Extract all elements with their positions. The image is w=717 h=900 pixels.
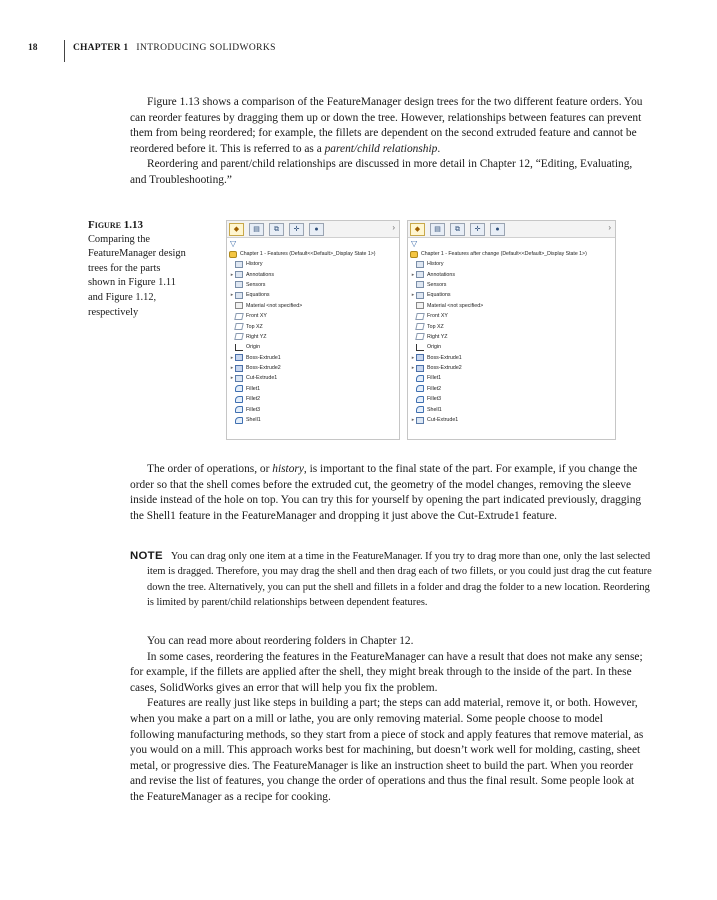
boss-extrude-icon [416,354,424,361]
tree-item-label: Origin [246,344,261,351]
tree-item-label: Origin [427,344,442,351]
chevron-right-icon[interactable]: › [392,223,395,232]
intro-paragraph-2: Reordering and parent/child relationships are discussed in more detail in Chapter 12, “Editing, Evaluating, and Troubleshooting.” [130,158,633,186]
tree-item-label: Front XY [246,313,267,320]
tree-item[interactable] [227,332,399,342]
boss-extrude-icon [416,365,424,372]
tree-item[interactable] [408,342,615,352]
tree-item[interactable] [227,311,399,321]
feature-manager-tab-icon[interactable]: ◆ [229,223,244,236]
note-paragraph [130,549,653,611]
plane-icon [415,313,424,320]
tree-item-label: Fillet3 [427,396,442,403]
tree-item-label: Annotations [246,271,274,278]
equations-icon [235,292,243,299]
tree-root-right[interactable] [408,249,615,259]
boss-extrude-icon [235,354,243,361]
figure-caption [88,218,188,320]
tree-item-label: Fillet3 [246,406,261,413]
equations-icon [416,292,424,299]
history-section [130,462,650,524]
tree-item[interactable] [408,373,615,383]
filter-icon[interactable]: ▽ [411,239,418,248]
fillet-icon [416,396,424,403]
fillet-icon [235,396,243,403]
origin-icon [416,344,424,351]
expand-arrow-icon[interactable]: ▸ [411,365,415,372]
annotations-icon [416,271,424,278]
tree-item-label: Cut-Extrude1 [246,375,278,382]
running-header [28,40,276,64]
expand-arrow-icon[interactable]: ▸ [230,354,234,361]
tree-item-label: Fillet2 [427,385,442,392]
fillet-icon [416,375,424,382]
property-manager-tab-icon[interactable]: ▤ [430,223,445,236]
page-number: 18 [28,43,38,53]
tree-item[interactable] [408,311,615,321]
tree-item[interactable] [227,301,399,311]
chapter-label: CHAPTER 1 [73,43,129,53]
tree-item-label: Top XZ [246,323,263,330]
tree-item-label: Annotations [427,271,455,278]
closing-section [130,634,650,806]
fillet-icon [235,385,243,392]
expand-arrow-icon[interactable]: ▸ [411,417,415,424]
tree-item[interactable] [227,363,399,373]
tree-item[interactable] [227,384,399,394]
tree-item[interactable] [227,269,399,279]
tree-item-label: Top XZ [427,323,444,330]
tree-item-label: Material <not specified> [246,302,303,309]
note-box [130,549,653,611]
boss-extrude-icon [235,365,243,372]
cut-extrude-icon [235,375,243,382]
plane-icon [415,333,424,340]
sensors-icon [235,281,243,288]
tree-item[interactable] [227,342,399,352]
feature-tree-left [227,259,399,425]
part-icon [410,251,418,258]
history-icon [416,261,424,268]
panel-tabs [408,221,615,238]
chevron-right-icon[interactable]: › [608,223,611,232]
tree-item[interactable] [227,404,399,414]
feature-manager-tab-icon[interactable]: ◆ [410,223,425,236]
tree-root-label: Chapter 1 - Features after change (Default<<Default>_Display State 1>) [421,251,587,257]
tree-item-label: Right YZ [427,333,448,340]
tree-item[interactable] [408,415,615,425]
tree-root-label: Chapter 1 - Features (Default<<Default>_Display State 1>) [240,251,376,257]
feature-manager-panel-left [226,220,400,440]
tree-item-label: Boss-Extrude2 [246,365,281,372]
expand-arrow-icon[interactable]: ▸ [230,271,234,278]
tree-item-label: Material <not specified> [427,302,484,309]
shell-icon [416,406,424,413]
expand-arrow-icon[interactable]: ▸ [411,271,415,278]
intro-section [130,95,650,189]
figure-caption-text: Comparing the FeatureManager design trees for the parts shown in Figure 1.11 and Figure 1.12, respectively [88,233,186,318]
tree-item-label: Shell1 [246,417,261,424]
tree-item-label: Sensors [427,281,447,288]
plane-icon [234,323,243,330]
closing-paragraph-2: In some cases, reordering the features in the FeatureManager can have a result that does not make any sense; for example, if the fillets are applied after the shell, they might break through to the inside of the part. In these cases, SolidWorks gives an error that will help you fix the problem. [130,650,643,694]
expand-arrow-icon[interactable]: ▸ [411,292,415,299]
dimxpert-tab-icon[interactable]: ✛ [470,223,485,236]
feature-manager-panel-right [407,220,616,440]
tree-root-left[interactable] [227,249,399,259]
expand-arrow-icon[interactable]: ▸ [230,375,234,382]
intro-paragraph-1-text: Figure 1.13 shows a comparison of the FeatureManager design trees for the two different feature orders. You can reorder features by dragging them up or down the tree. However, relationships between features can prevent them from being reordered; for example, the fillets are dependent on the second extruded feature and cannot be reordered before it. This is referred to as a [130,96,643,155]
tree-item-label: History [246,261,263,268]
tree-item[interactable] [408,363,615,373]
panel-tabs [227,221,399,238]
tree-item[interactable] [408,394,615,404]
tree-item-label: Fillet1 [427,375,442,382]
tree-item-label: Boss-Extrude1 [427,354,462,361]
history-term: history [272,463,304,475]
tree-item[interactable] [227,353,399,363]
material-icon [235,302,243,309]
closing-paragraph-1: You can read more about reordering folders in Chapter 12. [147,635,414,647]
property-manager-tab-icon[interactable]: ▤ [249,223,264,236]
tree-item[interactable] [227,259,399,269]
tree-item[interactable] [408,353,615,363]
closing-paragraph-3: Features are really just like steps in building a part; the steps can add material, remove it, or both. However, when you make a part on a mill or lathe, you are only removing material. Some people choose to model following manufacturing methods, so they start from a piece of stock and apply features that remove material, as you would on a mill. This approach works best for machining, but doesn’t work well for molding, casting, sheet metal, or progressive dies. The FeatureManager is like an instruction sheet to build the part. When you reorder and revise the list of features, you change the order of operations and thus the final result. Some people look at the FeatureManager as a recipe for cooking. [130,697,644,803]
header-divider [64,40,65,62]
tree-item[interactable] [227,394,399,404]
material-icon [416,302,424,309]
origin-icon [235,344,243,351]
part-icon [229,251,237,258]
tree-item-label: Equations [246,292,270,299]
fillet-icon [416,385,424,392]
sensors-icon [416,281,424,288]
tree-item[interactable] [408,290,615,300]
shell-icon [235,417,243,424]
tree-item[interactable] [227,290,399,300]
tree-item-label: Fillet1 [246,385,261,392]
tree-item-label: Fillet2 [246,396,261,403]
fillet-icon [235,406,243,413]
note-text: You can drag only one item at a time in the FeatureManager. If you try to drag more than one, only the last selected item is dragged. Therefore, you may drag the shell and then drag each of two fillets, or you could just drag the cut feature down the tree. Alternatively, you can put the shell and fillets in a folder and drag the folder to a new location. Reordering is limited by parent/child relationships between dependent features. [147,551,652,609]
tree-item-label: Equations [427,292,451,299]
tree-item-label: Right YZ [246,333,267,340]
expand-arrow-icon[interactable]: ▸ [411,354,415,361]
annotations-icon [235,271,243,278]
plane-icon [415,323,424,330]
tree-item-label: Sensors [246,281,266,288]
tree-item-label: History [427,261,444,268]
tree-item[interactable] [227,321,399,331]
history-paragraph [130,462,650,524]
tree-item[interactable] [408,384,615,394]
dimxpert-tab-icon[interactable]: ✛ [289,223,304,236]
parent-child-term: parent/child relationship [324,142,438,155]
expand-arrow-icon[interactable]: ▸ [230,292,234,299]
display-manager-tab-icon[interactable]: ● [490,223,505,236]
tree-item[interactable] [227,415,399,425]
note-label: NOTE [130,550,163,562]
tree-item[interactable] [227,373,399,383]
history-paragraph-rest: , is important to the final state of the part. For example, if you change the order so that the shell comes before the extruded cut, the geometry of the model changes, removing the sleeve inside instead of the hole on top. You can try this for yourself by opening the part indicated previously, dragging the Shell1 feature in the FeatureManager and dropping it just above the Cut-Extrude1 feature. [130,463,642,522]
configuration-manager-tab-icon[interactable]: ⧉ [450,223,465,236]
tree-item[interactable] [227,280,399,290]
tree-item-label: Shell1 [427,406,442,413]
tree-item-label: Boss-Extrude2 [427,365,462,372]
tree-item-label: Boss-Extrude1 [246,354,281,361]
tree-item[interactable] [408,280,615,290]
filter-icon[interactable]: ▽ [230,239,237,248]
history-paragraph-lead: The order of operations, or [147,463,273,475]
tree-item[interactable] [408,332,615,342]
tree-item[interactable] [408,404,615,414]
chapter-title: INTRODUCING SOLIDWORKS [136,43,276,53]
tree-item-label: Front XY [427,313,448,320]
history-icon [235,261,243,268]
display-manager-tab-icon[interactable]: ● [309,223,324,236]
tree-item[interactable] [408,301,615,311]
tree-item[interactable] [408,321,615,331]
plane-icon [234,333,243,340]
figure-label: Figure 1.13 [88,219,143,231]
configuration-manager-tab-icon[interactable]: ⧉ [269,223,284,236]
tree-item[interactable] [408,259,615,269]
plane-icon [234,313,243,320]
cut-extrude-icon [416,417,424,424]
expand-arrow-icon[interactable]: ▸ [230,365,234,372]
intro-paragraph-1: Figure 1.13 shows a comparison of the FeatureManager design trees for the two different feature orders. You can reorder features by dragging them up or down the tree. However, relationships between features can prevent them from being reordered; for example, the fillets are dependent on the second extruded feature and cannot be reordered before it. This is referred to as a parent/child relationship. [130,96,643,155]
feature-tree-right [408,259,615,425]
tree-item[interactable] [408,269,615,279]
tree-item-label: Cut-Extrude1 [427,417,459,424]
